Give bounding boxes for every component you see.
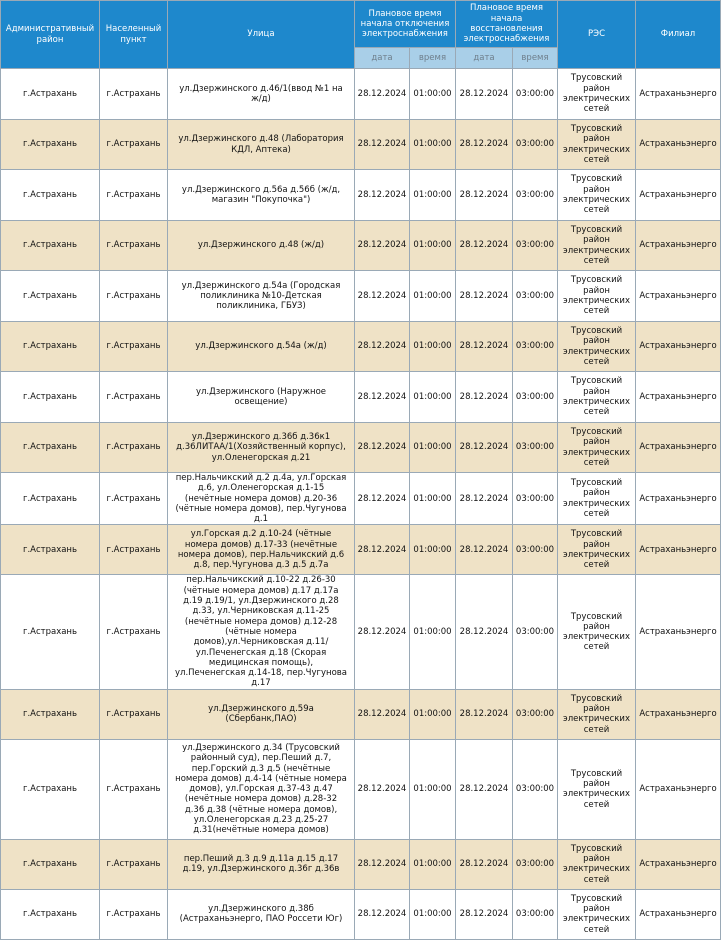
- settlement-cell: г.Астрахань: [100, 322, 168, 372]
- column-header-res: РЭС: [558, 1, 636, 69]
- off-date-cell: 28.12.2024: [355, 689, 410, 739]
- on-date-cell: 28.12.2024: [456, 69, 513, 120]
- on-date-cell: 28.12.2024: [456, 739, 513, 839]
- on-date-cell: 28.12.2024: [456, 473, 513, 525]
- on-time-cell: 03:00:00: [513, 839, 558, 889]
- street-cell: ул.Дзержинского д.54а (Городская поликлиника №10-Детская поликлиника, ГБУЗ): [168, 271, 355, 322]
- settlement-cell: г.Астрахань: [100, 739, 168, 839]
- district-cell: г.Астрахань: [1, 839, 100, 889]
- on-date-cell: 28.12.2024: [456, 689, 513, 739]
- district-cell: г.Астрахань: [1, 372, 100, 423]
- district-cell: г.Астрахань: [1, 689, 100, 739]
- table-row: [1, 170, 721, 221]
- on-date-cell: 28.12.2024: [456, 525, 513, 575]
- branch-cell: Астраханьэнерго: [636, 120, 721, 170]
- on-date-cell: 28.12.2024: [456, 423, 513, 473]
- branch-cell: Астраханьэнерго: [636, 69, 721, 120]
- on-time-cell: 03:00:00: [513, 69, 558, 120]
- on-date-cell: 28.12.2024: [456, 839, 513, 889]
- table-row: [1, 473, 721, 525]
- off-date-cell: 28.12.2024: [355, 372, 410, 423]
- off-time-cell: 01:00:00: [410, 739, 456, 839]
- off-time-cell: 01:00:00: [410, 69, 456, 120]
- district-cell: г.Астрахань: [1, 120, 100, 170]
- column-header-district: Административный район: [1, 1, 100, 69]
- res-cell: Трусовский район электрических сетей: [558, 322, 636, 372]
- district-cell: г.Астрахань: [1, 271, 100, 322]
- street-cell: ул.Дзержинского д.38б (Астраханьэнерго, ПАО Россети Юг): [168, 889, 355, 939]
- res-cell: Трусовский район электрических сетей: [558, 120, 636, 170]
- column-header-branch: Филиал: [636, 1, 721, 69]
- res-cell: Трусовский район электрических сетей: [558, 69, 636, 120]
- off-time-cell: 01:00:00: [410, 423, 456, 473]
- on-date-cell: 28.12.2024: [456, 170, 513, 221]
- table-row: [1, 69, 721, 120]
- off-date-cell: 28.12.2024: [355, 120, 410, 170]
- off-date-cell: 28.12.2024: [355, 423, 410, 473]
- settlement-cell: г.Астрахань: [100, 473, 168, 525]
- table-row: [1, 372, 721, 423]
- off-date-cell: 28.12.2024: [355, 221, 410, 271]
- off-date-cell: 28.12.2024: [355, 525, 410, 575]
- off-time-cell: 01:00:00: [410, 889, 456, 939]
- column-header-off-time: Плановое время начала отключения электроснабжения: [355, 1, 456, 48]
- district-cell: г.Астрахань: [1, 69, 100, 120]
- district-cell: г.Астрахань: [1, 322, 100, 372]
- subheader-off-time: время: [410, 48, 456, 69]
- table-row: [1, 271, 721, 322]
- street-cell: ул.Дзержинского д.48 (Лаборатория КДЛ, Аптека): [168, 120, 355, 170]
- on-date-cell: 28.12.2024: [456, 271, 513, 322]
- off-time-cell: 01:00:00: [410, 839, 456, 889]
- table-body: [1, 69, 721, 940]
- table-row: [1, 423, 721, 473]
- branch-cell: Астраханьэнерго: [636, 322, 721, 372]
- branch-cell: Астраханьэнерго: [636, 221, 721, 271]
- table-row: [1, 889, 721, 939]
- off-time-cell: 01:00:00: [410, 322, 456, 372]
- res-cell: Трусовский район электрических сетей: [558, 689, 636, 739]
- on-time-cell: 03:00:00: [513, 372, 558, 423]
- on-time-cell: 03:00:00: [513, 575, 558, 689]
- table-row: [1, 120, 721, 170]
- on-time-cell: 03:00:00: [513, 120, 558, 170]
- settlement-cell: г.Астрахань: [100, 689, 168, 739]
- street-cell: ул.Дзержинского д.59а (Сбербанк,ПАО): [168, 689, 355, 739]
- table-row: [1, 322, 721, 372]
- street-cell: ул.Дзержинского (Наружное освещение): [168, 372, 355, 423]
- off-date-cell: 28.12.2024: [355, 839, 410, 889]
- table-header: [1, 1, 721, 69]
- branch-cell: Астраханьэнерго: [636, 170, 721, 221]
- off-date-cell: 28.12.2024: [355, 739, 410, 839]
- branch-cell: Астраханьэнерго: [636, 271, 721, 322]
- on-time-cell: 03:00:00: [513, 423, 558, 473]
- settlement-cell: г.Астрахань: [100, 423, 168, 473]
- subheader-on-time: время: [513, 48, 558, 69]
- res-cell: Трусовский район электрических сетей: [558, 889, 636, 939]
- off-time-cell: 01:00:00: [410, 473, 456, 525]
- street-cell: ул.Дзержинского д.56а д.56б (ж/д, магазин "Покупочка"): [168, 170, 355, 221]
- branch-cell: Астраханьэнерго: [636, 372, 721, 423]
- on-time-cell: 03:00:00: [513, 525, 558, 575]
- on-date-cell: 28.12.2024: [456, 889, 513, 939]
- district-cell: г.Астрахань: [1, 739, 100, 839]
- res-cell: Трусовский район электрических сетей: [558, 271, 636, 322]
- off-time-cell: 01:00:00: [410, 271, 456, 322]
- table-row: [1, 221, 721, 271]
- street-cell: ул.Дзержинского д.54а (ж/д): [168, 322, 355, 372]
- street-cell: ул.Горская д.2 д.10-24 (чётные номера домов) д.17-33 (нечётные номера домов), пер.Нальчикский д.6 д.8, пер.Чугунова д.3 д.5 д.7а: [168, 525, 355, 575]
- off-time-cell: 01:00:00: [410, 689, 456, 739]
- off-date-cell: 28.12.2024: [355, 170, 410, 221]
- settlement-cell: г.Астрахань: [100, 271, 168, 322]
- on-date-cell: 28.12.2024: [456, 322, 513, 372]
- res-cell: Трусовский район электрических сетей: [558, 839, 636, 889]
- street-cell: пер.Нальчикский д.2 д.4а, ул.Горская д.6, ул.Оленегорская д.1-15 (нечётные номера домов) д.20-36 (чётные номера домов), пер.Чугунова д.1: [168, 473, 355, 525]
- table-row: [1, 739, 721, 839]
- branch-cell: Астраханьэнерго: [636, 423, 721, 473]
- branch-cell: Астраханьэнерго: [636, 839, 721, 889]
- settlement-cell: г.Астрахань: [100, 839, 168, 889]
- settlement-cell: г.Астрахань: [100, 575, 168, 689]
- res-cell: Трусовский район электрических сетей: [558, 170, 636, 221]
- street-cell: ул.Дзержинского д.46/1(ввод №1 на ж/д): [168, 69, 355, 120]
- branch-cell: Астраханьэнерго: [636, 575, 721, 689]
- on-date-cell: 28.12.2024: [456, 372, 513, 423]
- off-date-cell: 28.12.2024: [355, 69, 410, 120]
- district-cell: г.Астрахань: [1, 170, 100, 221]
- on-time-cell: 03:00:00: [513, 271, 558, 322]
- branch-cell: Астраханьэнерго: [636, 689, 721, 739]
- off-date-cell: 28.12.2024: [355, 473, 410, 525]
- on-time-cell: 03:00:00: [513, 689, 558, 739]
- res-cell: Трусовский район электрических сетей: [558, 525, 636, 575]
- on-time-cell: 03:00:00: [513, 221, 558, 271]
- on-date-cell: 28.12.2024: [456, 575, 513, 689]
- on-time-cell: 03:00:00: [513, 473, 558, 525]
- district-cell: г.Астрахань: [1, 889, 100, 939]
- table-row: [1, 839, 721, 889]
- settlement-cell: г.Астрахань: [100, 525, 168, 575]
- off-time-cell: 01:00:00: [410, 221, 456, 271]
- subheader-off-date: дата: [355, 48, 410, 69]
- column-header-on-time: Плановое время начала восстановления электроснабжения: [456, 1, 558, 48]
- res-cell: Трусовский район электрических сетей: [558, 575, 636, 689]
- district-cell: г.Астрахань: [1, 221, 100, 271]
- on-time-cell: 03:00:00: [513, 739, 558, 839]
- district-cell: г.Астрахань: [1, 423, 100, 473]
- table-row: [1, 525, 721, 575]
- settlement-cell: г.Астрахань: [100, 69, 168, 120]
- district-cell: г.Астрахань: [1, 473, 100, 525]
- column-header-settlement: Населенный пункт: [100, 1, 168, 69]
- branch-cell: Астраханьэнерго: [636, 889, 721, 939]
- settlement-cell: г.Астрахань: [100, 372, 168, 423]
- off-date-cell: 28.12.2024: [355, 575, 410, 689]
- table-row: [1, 575, 721, 689]
- off-date-cell: 28.12.2024: [355, 889, 410, 939]
- res-cell: Трусовский район электрических сетей: [558, 739, 636, 839]
- street-cell: ул.Дзержинского д.34 (Трусовский районный суд), пер.Пеший д.7, пер.Горский д.3 д.5 (нечётные номера домов) д.4-14 (чётные номера домов), ул.Горская д.37-43 д.47 (нечётные номера домов) д.28-32 д.36 д.38 (чётные номера домов), ул.Оленегорская д.23 д.25-27 д.31(нечётные номера домов): [168, 739, 355, 839]
- off-date-cell: 28.12.2024: [355, 322, 410, 372]
- off-time-cell: 01:00:00: [410, 525, 456, 575]
- district-cell: г.Астрахань: [1, 575, 100, 689]
- settlement-cell: г.Астрахань: [100, 170, 168, 221]
- res-cell: Трусовский район электрических сетей: [558, 473, 636, 525]
- table-row: [1, 689, 721, 739]
- street-cell: пер.Пеший д.3 д.9 д.11а д.15 д.17 д.19, ул.Дзержинского д.36г д.36в: [168, 839, 355, 889]
- off-time-cell: 01:00:00: [410, 120, 456, 170]
- off-date-cell: 28.12.2024: [355, 271, 410, 322]
- branch-cell: Астраханьэнерго: [636, 473, 721, 525]
- district-cell: г.Астрахань: [1, 525, 100, 575]
- settlement-cell: г.Астрахань: [100, 120, 168, 170]
- street-cell: ул.Дзержинского д.36б д.36к1 д.36ЛИТАА/1(Хозяйственный корпус), ул.Оленегорская д.21: [168, 423, 355, 473]
- column-header-street: Улица: [168, 1, 355, 69]
- street-cell: ул.Дзержинского д.48 (ж/д): [168, 221, 355, 271]
- off-time-cell: 01:00:00: [410, 372, 456, 423]
- branch-cell: Астраханьэнерго: [636, 739, 721, 839]
- on-date-cell: 28.12.2024: [456, 221, 513, 271]
- settlement-cell: г.Астрахань: [100, 221, 168, 271]
- on-time-cell: 03:00:00: [513, 322, 558, 372]
- res-cell: Трусовский район электрических сетей: [558, 221, 636, 271]
- settlement-cell: г.Астрахань: [100, 889, 168, 939]
- on-date-cell: 28.12.2024: [456, 120, 513, 170]
- branch-cell: Астраханьэнерго: [636, 525, 721, 575]
- off-time-cell: 01:00:00: [410, 170, 456, 221]
- subheader-on-date: дата: [456, 48, 513, 69]
- off-time-cell: 01:00:00: [410, 575, 456, 689]
- street-cell: пер.Нальчикский д.10-22 д.26-30 (чётные номера домов) д.17 д.17а д.19 д.19/1, ул.Дзержинского д.28 д.33, ул.Черниковская д.11-25 (нечётные номера домов) д.12-28 (чётные номера домов),ул.Черниковская д.11/ ул.Печенегская д.18 (Скорая медицинская помощь), ул.Печенегская д.14-18, пер.Чугунова д.17: [168, 575, 355, 689]
- on-time-cell: 03:00:00: [513, 889, 558, 939]
- res-cell: Трусовский район электрических сетей: [558, 423, 636, 473]
- res-cell: Трусовский район электрических сетей: [558, 372, 636, 423]
- on-time-cell: 03:00:00: [513, 170, 558, 221]
